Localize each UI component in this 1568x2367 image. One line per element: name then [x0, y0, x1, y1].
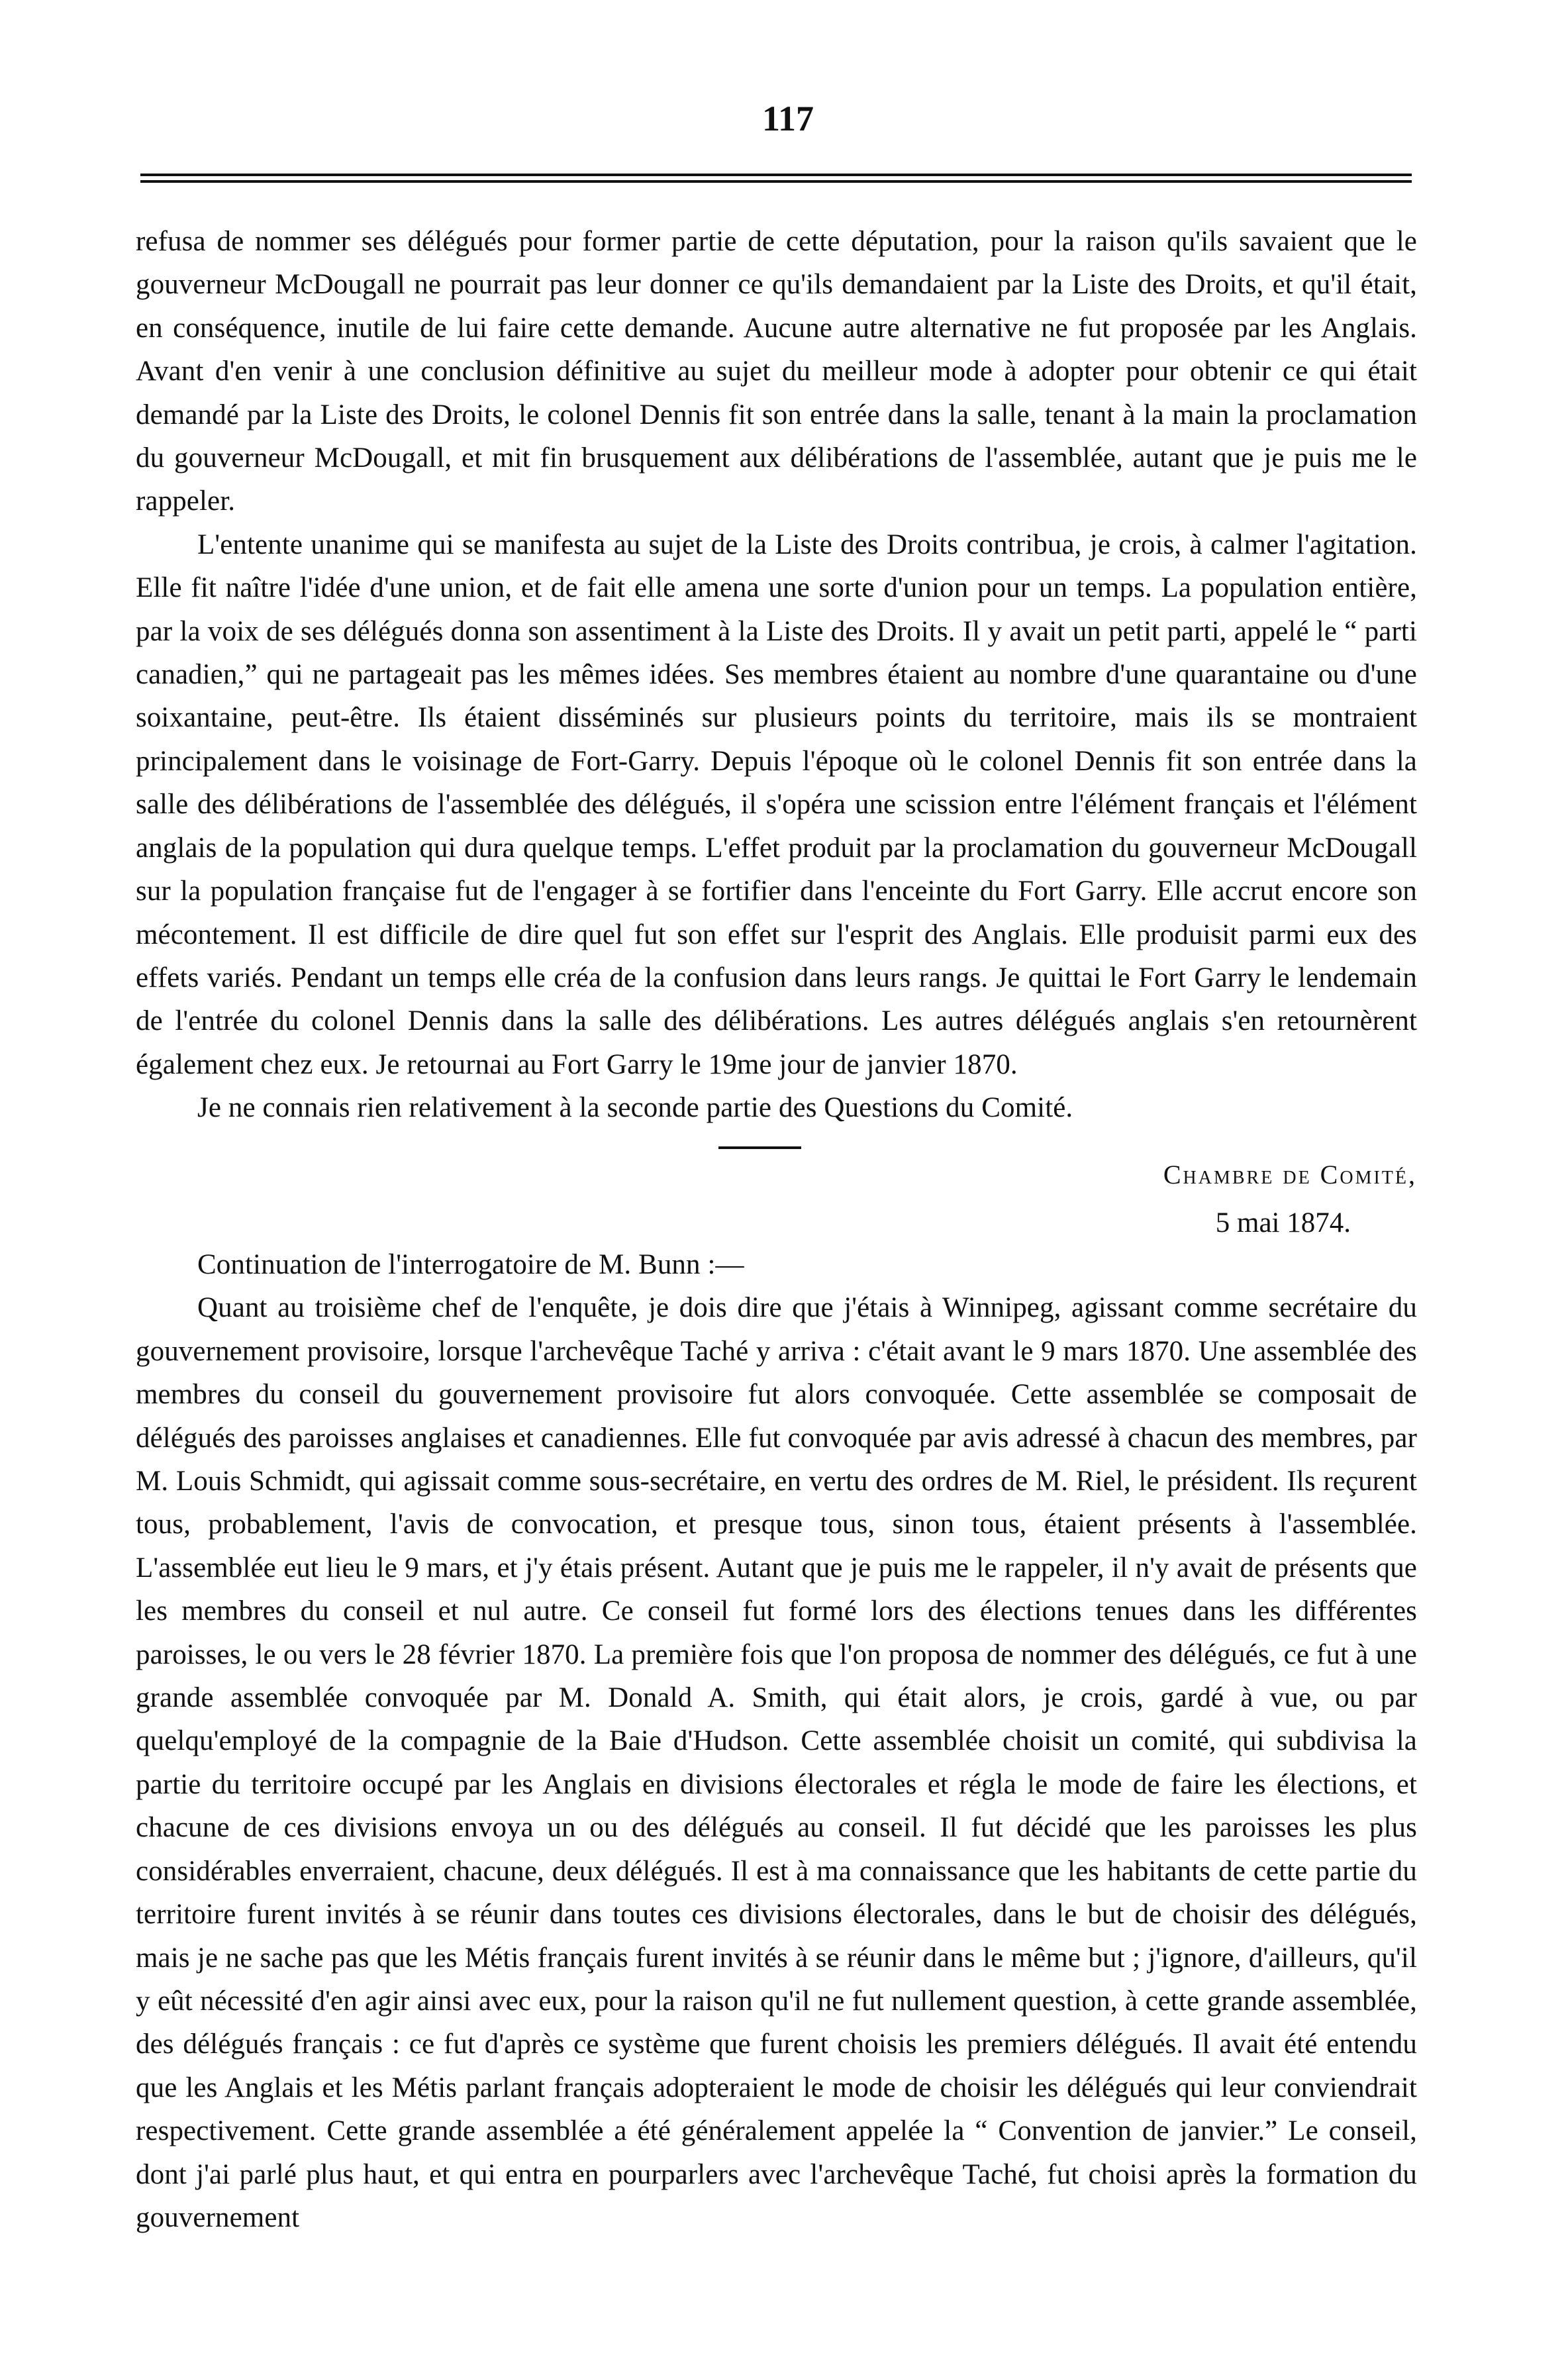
session-date: 5 mai 1874. [1215, 1207, 1351, 1238]
paragraph-entente: L'entente unanime qui se manifesta au sujet de la Liste des Droits contribua, je crois, à calmer l'agitation. Elle fit naître l'idée d'une union, et de fait elle amena une sorte d'union pour un temps. La population entière, par la voix de ses délégués donna son assentiment à la Liste des Droits. Il y avait un petit parti, appelé le “ parti canadien,” qui ne partageait pas les mêmes idées. Ses membres étaient au nombre d'une quarantaine ou d'une soixantaine, peut-être. Ils étaient disséminés sur plusieurs points du territoire, mais ils se montraient principalement dans le voisinage de Fort-Garry. Depuis l'époque où le colonel Dennis fit son entrée dans la salle des délibérations de l'assemblée des délégués, il s'opéra une scission entre l'élément français et l'élément anglais de la population qui dura quelque temps. L'effet produit par la proclamation du gouverneur McDougall sur la population française fut de l'engager à se fortifier dans l'enceinte du Fort Garry. Elle accrut encore son mécontement. Il est difficile de dire quel fut son effet sur l'esprit des Anglais. Elle produisit parmi eux des effets variés. Pendant un temps elle créa de la confusion dans leurs rangs. Je quittai le Fort Garry le lendemain de l'entrée du colonel Dennis dans la salle des délibérations. Les autres délégués anglais s'en retournèrent également chez eux. Je retournai au Fort Garry le 19me jour de janvier 1870. [136, 529, 1417, 1080]
page-number: 117 [761, 99, 814, 138]
chamber-word-1: Chambre [1163, 1160, 1275, 1189]
chamber-word-2: de [1283, 1160, 1312, 1189]
paragraph-continuation-heading: Continuation de l'interrogatoire de M. Bunn :— [197, 1249, 744, 1280]
section-separator-rule [718, 1146, 801, 1149]
paragraph-seconde-partie: Je ne connais rien relativement à la seconde partie des Questions du Comité. [197, 1092, 1073, 1124]
chamber-heading [1163, 1159, 1417, 1190]
header-double-rule [140, 174, 1412, 183]
paragraph-troisieme-chef: Quant au troisième chef de l'enquête, je dois dire que j'étais à Winnipeg, agissant comme secrétaire du gouvernement provisoire, lorsque l'archevêque Taché y arriva : c'était avant le 9 mars 1870. Une assemblée des membres du conseil du gouvernement provisoire fut alors convoquée. Cette assemblée se composait de délégués des paroisses anglaises et canadiennes. Elle fut convoquée par avis adressé à chacun des membres, par M. Louis Schmidt, qui agissait comme sous-secrétaire, en vertu des ordres de M. Riel, le président. Ils reçurent tous, probablement, l'avis de convocation, et presque tous, sinon tous, étaient présents à l'assemblée. L'assemblée eut lieu le 9 mars, et j'y étais présent. Autant que je puis me le rappeler, il n'y avait de présents que les membres du conseil et nul autre. Ce conseil fut formé lors des élections tenues dans les différentes paroisses, le ou vers le 28 février 1870. La première fois que l'on proposa de nommer des délégués, ce fut à une grande assemblée convoquée par M. Donald A. Smith, qui était alors, je crois, gardé à vue, ou par quelqu'employé de la compagnie de la Baie d'Hudson. Cette assemblée choisit un comité, qui subdivisa la partie du territoire occupé par les Anglais en divisions électorales et régla le mode de faire les élections, et chacune de ces divisions envoya un ou des délégués au conseil. Il fut décidé que les paroisses les plus considérables enverraient, chacune, deux délégués. Il est à ma connaissance que les habitants de cette partie du territoire furent invités à se réunir dans toutes ces divisions électorales, dans le but de choisir des délégués, mais je ne sache pas que les Métis français furent invités à se réunir dans le même but ; j'ignore, d'ailleurs, qu'il y eût nécessité d'en agir ainsi avec eux, pour la raison qu'il ne fut nullement question, à cette grande assemblée, des délégués français : ce fut d'après ce système que furent choisis les premiers délégués. Il avait été entendu que les Anglais et les Métis parlant français adopteraient le mode de choisir les délégués qui leur conviendrait respectivement. Cette grande assemblée a été généralement appelée la “ Convention de janvier.” Le conseil, dont j'ai parlé plus haut, et qui entra en pourparlers avec l'archevêque Taché, fut choisi après la formation du gouvernement [136, 1292, 1417, 2233]
chamber-word-3: Comité, [1320, 1160, 1417, 1189]
testimony-block-2 [136, 1243, 1417, 2239]
testimony-block-1 [136, 220, 1417, 1130]
paragraph-continuation: refusa de nommer ses délégués pour former partie de cette députation, pour la raison qu'ils savaient que le gouverneur McDougall ne pourrait pas leur donner ce qu'ils demandaient par la Liste des Droits, et qu'il était, en conséquence, inutile de lui faire cette demande. Aucune autre alternative ne fut proposée par les Anglais. Avant d'en venir à une conclusion définitive au sujet du meilleur mode à adopter pour obtenir ce qui était demandé par la Liste des Droits, le colonel Dennis fit son entrée dans la salle, tenant à la main la proclamation du gouverneur McDougall, et mit fin brusquement aux délibérations de l'assemblée, autant que je puis me le rappeler. [136, 226, 1417, 517]
